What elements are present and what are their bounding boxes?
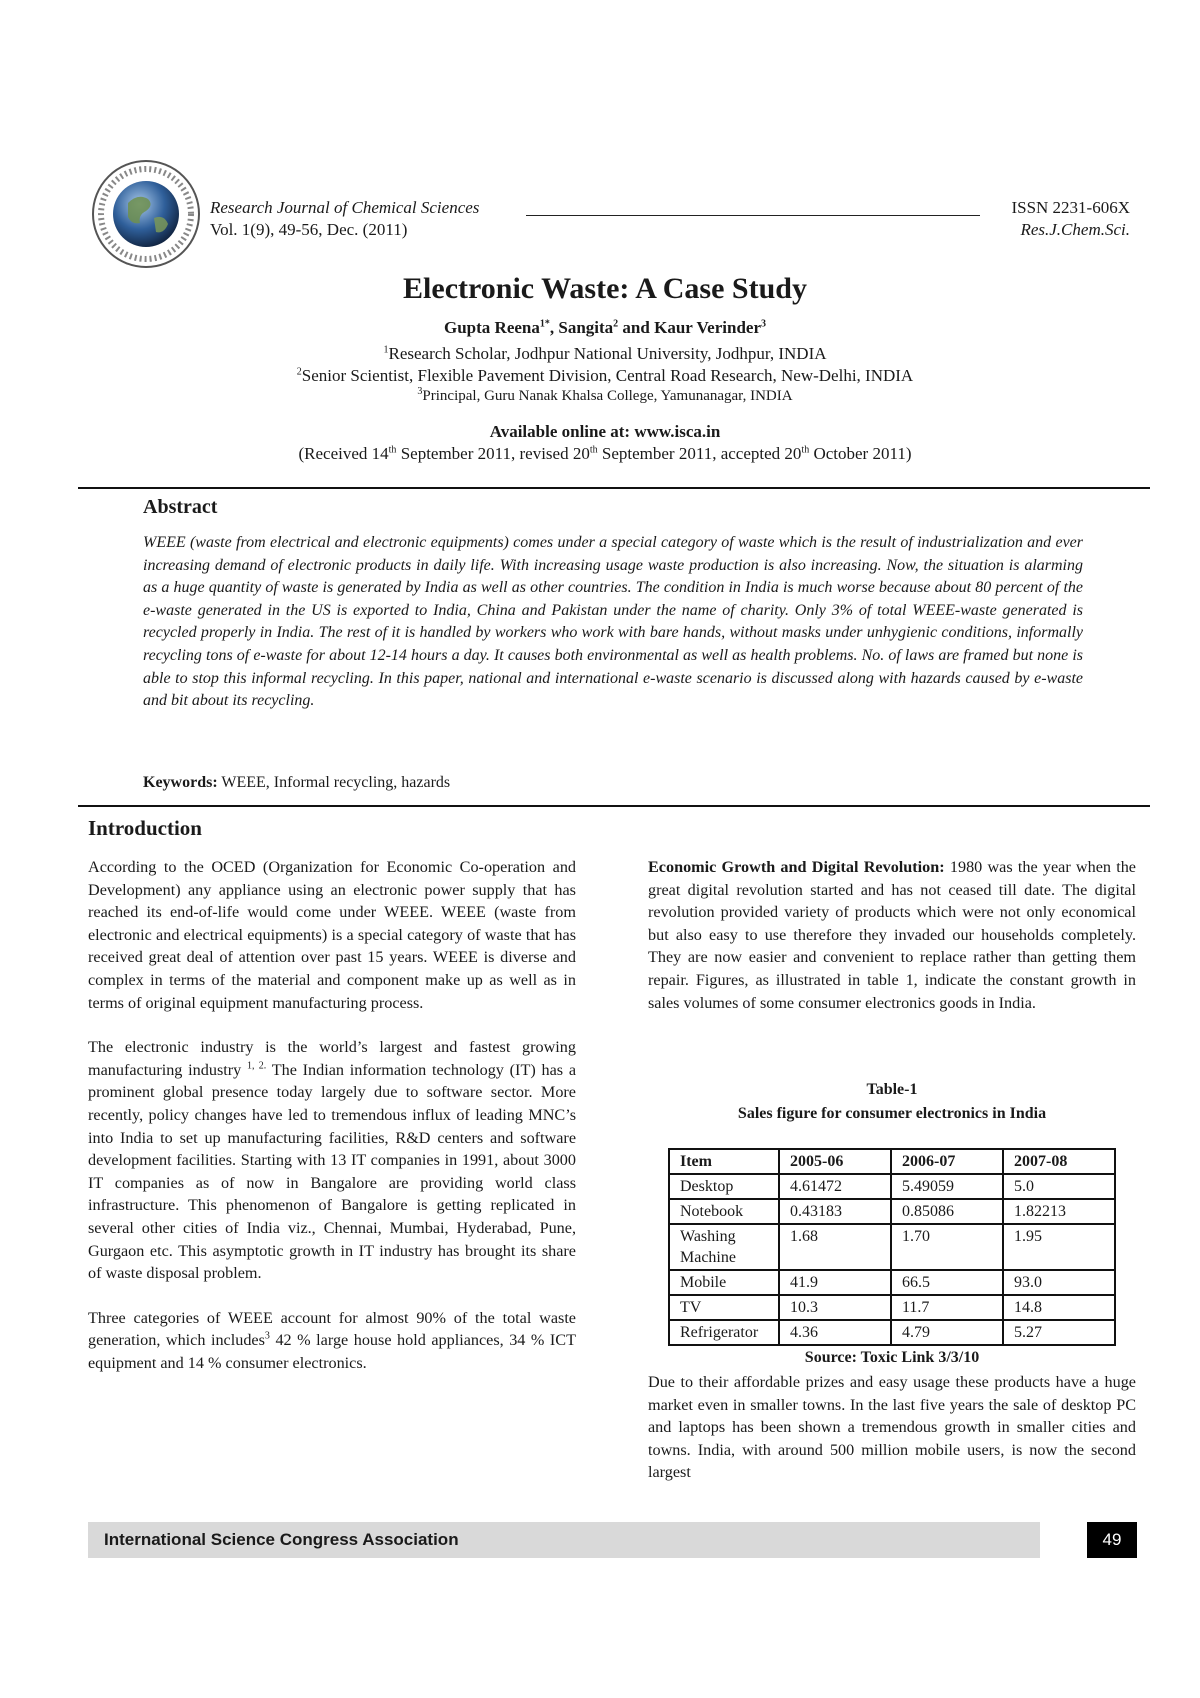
table-source: Source: Toxic Link 3/3/10 xyxy=(804,1349,980,1366)
received-text: September 2011, accepted 20 xyxy=(597,444,802,463)
table-header-row xyxy=(669,1149,1115,1174)
affiliation-sup: 2 xyxy=(296,366,302,378)
paper-title: Electronic Waste: A Case Study xyxy=(403,272,807,305)
journal-abbreviation: Res.J.Chem.Sci. xyxy=(1020,220,1130,239)
received-text: October 2011) xyxy=(809,444,912,463)
affiliation-text: Senior Scientist, Flexible Pavement Division, Central Road Research, New-Delhi, INDIA xyxy=(301,366,914,385)
received-dates xyxy=(0,444,1200,464)
table-cell: 10.3 xyxy=(779,1295,891,1320)
table-cell: 14.8 xyxy=(1003,1295,1115,1320)
ordinal-sup: th xyxy=(388,444,397,456)
ordinal-sup: th xyxy=(589,444,598,456)
section-divider xyxy=(78,805,1150,807)
intro-paragraph-2 xyxy=(88,1036,576,1285)
table-cell: 11.7 xyxy=(891,1295,1003,1320)
table-cell: Mobile xyxy=(669,1270,779,1295)
journal-logo xyxy=(90,158,202,270)
growth-paragraph xyxy=(648,856,1136,1014)
paragraph-text: The Indian information technology (IT) has a prominent global presence today largely due to software sector. More recently, policy changes have led to tremendous influx of leading MNC’s into India to set up manufacturing facilities, R&D centers and software development facilities. Starting with 13 IT companies in 1991, about 3000 IT companies as of now in Bangalore are providing world class infrastructure. This phenomenon of Bangalore is getting replicated in several other cities of India viz., Chennai, Mumbai, Hyderabad, Pune, Gurgaon etc. This asymptotic growth in IT industry has brought its share of waste disposal problem. xyxy=(88,1060,577,1283)
table-cell: Desktop xyxy=(669,1174,779,1199)
journal-header xyxy=(210,198,1130,218)
affiliation-3 xyxy=(0,388,1200,405)
paragraph-text: 42 % large house hold appliances, 34 % ICT equipment and 14 % consumer electronics. xyxy=(88,1331,576,1372)
author-3: Kaur Verinder xyxy=(654,318,761,337)
keywords xyxy=(143,774,450,792)
table-caption: Sales figure for consumer electronics in India xyxy=(737,1105,1047,1122)
citation-sup: 3 xyxy=(264,1330,270,1342)
table-cell: Refrigerator xyxy=(669,1320,779,1345)
abstract-body: WEEE (waste from electrical and electronic equipments) comes under a special category of waste which is the result of industrialization and ever increasing demand of electronic products in daily life. With increasing usage waste production is also increasing. Now, the situation is alarming as a huge quantity of waste is generated by India as well as other countries. The condition in India is much worse because about 80 percent of the e-waste generated in the US is exported to India, China and Pakistan under the name of charity. Only 3% of total WEEE-waste generated is recycled properly in India. The rest of it is handled by workers who work with bare hands, without masks under unhygienic conditions, informally recycling tons of e-waste for about 12-14 hours a day. It causes both environmental as well as health problems. No. of laws are framed but none is able to stop this informal recycling. In this paper, national and international e-waste scenario is discussed along with hazards caused by e-waste and bit about its recycling. xyxy=(143,534,1083,710)
abstract-heading: Abstract xyxy=(143,496,218,518)
table-cell: 66.5 xyxy=(891,1270,1003,1295)
header-rule xyxy=(526,215,980,216)
affiliation-text: Principal, Guru Nanak Khalsa College, Yamunanagar, INDIA xyxy=(422,388,793,404)
author-separator: and xyxy=(618,318,655,337)
paragraph-text: The electronic industry is the world’s largest and fastest growing manufacturing industry xyxy=(88,1038,576,1079)
author-list xyxy=(0,318,1200,338)
table-row xyxy=(669,1174,1115,1199)
table-cell: 0.85086 xyxy=(891,1199,1003,1224)
author-separator: , xyxy=(549,318,559,337)
column-header: 2007-08 xyxy=(1003,1149,1115,1174)
table-cell: TV xyxy=(669,1295,779,1320)
paragraph-text: Three categories of WEEE account for almost 90% of the total waste generation, which includes xyxy=(88,1308,576,1350)
intro-paragraph-1: According to the OCED (Organization for Economic Co-operation and Development) any appliance using an electronic power supply that has reached its end-of-life would come under WEEE. WEEE (waste from electronic and electrical equipments) is a special category of waste that has received great deal of attention over past 15 years. WEEE is diverse and complex in terms of the material and component make up as well as in terms of original equipment manufacturing process. xyxy=(88,858,576,1012)
author-1-sup: 1* xyxy=(539,318,550,330)
right-column xyxy=(648,856,1136,1036)
column-header: Item xyxy=(669,1149,779,1174)
table-label: Table-1 xyxy=(866,1081,918,1098)
table-cell: 4.61472 xyxy=(779,1174,891,1199)
ordinal-sup: th xyxy=(801,444,810,456)
table-row xyxy=(669,1199,1115,1224)
citation-sup: 1, 2. xyxy=(247,1060,267,1072)
keywords-label: Keywords: xyxy=(143,774,218,791)
received-text: September 2011, revised 20 xyxy=(396,444,590,463)
table-row xyxy=(669,1224,1115,1270)
keywords-list: WEEE, Informal recycling, hazards xyxy=(217,774,451,791)
left-column xyxy=(88,856,576,1396)
table-cell: 0.43183 xyxy=(779,1199,891,1224)
table-cell: 41.9 xyxy=(779,1270,891,1295)
table-cell: 1.70 xyxy=(891,1224,1003,1270)
table-row xyxy=(669,1320,1115,1345)
volume-header xyxy=(210,220,1130,240)
intro-paragraph-3 xyxy=(88,1307,576,1375)
table-row xyxy=(669,1270,1115,1295)
available-online: Available online at: www.isca.in xyxy=(489,422,721,441)
issn: ISSN 2231-606X xyxy=(1011,198,1130,217)
table-cell: 4.36 xyxy=(779,1320,891,1345)
right-column-continued xyxy=(648,1371,1136,1506)
affiliation-1 xyxy=(0,344,1200,364)
table-cell: 1.95 xyxy=(1003,1224,1115,1270)
journal-name: Research Journal of Chemical Sciences xyxy=(210,198,480,217)
paragraph-text: 1980 was the year when the great digital revolution started and has not ceased till date. The digital revolution provided variety of products which were not only economical but also easy to use therefore they invaded our households completely. They are now easier and convenient to replace rather than getting them repair. Figures, as illustrated in table 1, indicate the constant growth in sales volumes of some consumer electronics goods in India. xyxy=(648,858,1136,1012)
market-paragraph: Due to their affordable prizes and easy usage these products have a huge market even in smaller towns. In the last five years the sale of desktop PC and laptops has been shown a tremendous growth in smaller cities and towns. India, with around 500 million mobile users, is now the second largest xyxy=(648,1373,1136,1482)
column-header: 2005-06 xyxy=(779,1149,891,1174)
footer-association: International Science Congress Association xyxy=(104,1530,459,1549)
page-number: 49 xyxy=(1087,1522,1137,1558)
affiliation-sup: 1 xyxy=(383,344,389,356)
table-cell: 5.27 xyxy=(1003,1320,1115,1345)
section-divider xyxy=(78,487,1150,489)
table-cell: Notebook xyxy=(669,1199,779,1224)
author-2-sup: 2 xyxy=(613,318,619,330)
table-cell: 4.79 xyxy=(891,1320,1003,1345)
table-cell: 1.68 xyxy=(779,1224,891,1270)
author-3-sup: 3 xyxy=(760,318,766,330)
table-cell: 1.82213 xyxy=(1003,1199,1115,1224)
growth-heading: Economic Growth and Digital Revolution: xyxy=(648,858,945,876)
table-cell: 5.0 xyxy=(1003,1174,1115,1199)
sales-table xyxy=(668,1148,1116,1346)
author-1: Gupta Reena xyxy=(444,318,540,337)
table-cell: Washing Machine xyxy=(669,1224,779,1270)
volume-info: Vol. 1(9), 49-56, Dec. (2011) xyxy=(210,220,408,239)
received-text: (Received 14 xyxy=(298,444,389,463)
column-header: 2006-07 xyxy=(891,1149,1003,1174)
table-cell: 93.0 xyxy=(1003,1270,1115,1295)
author-2: Sangita xyxy=(558,318,614,337)
table-row xyxy=(669,1295,1115,1320)
introduction-heading: Introduction xyxy=(88,816,202,840)
affiliation-text: Research Scholar, Jodhpur National University, Jodhpur, INDIA xyxy=(388,344,827,363)
table-cell: 5.49059 xyxy=(891,1174,1003,1199)
affiliation-sup: 3 xyxy=(417,386,423,397)
affiliation-2 xyxy=(0,366,1200,386)
